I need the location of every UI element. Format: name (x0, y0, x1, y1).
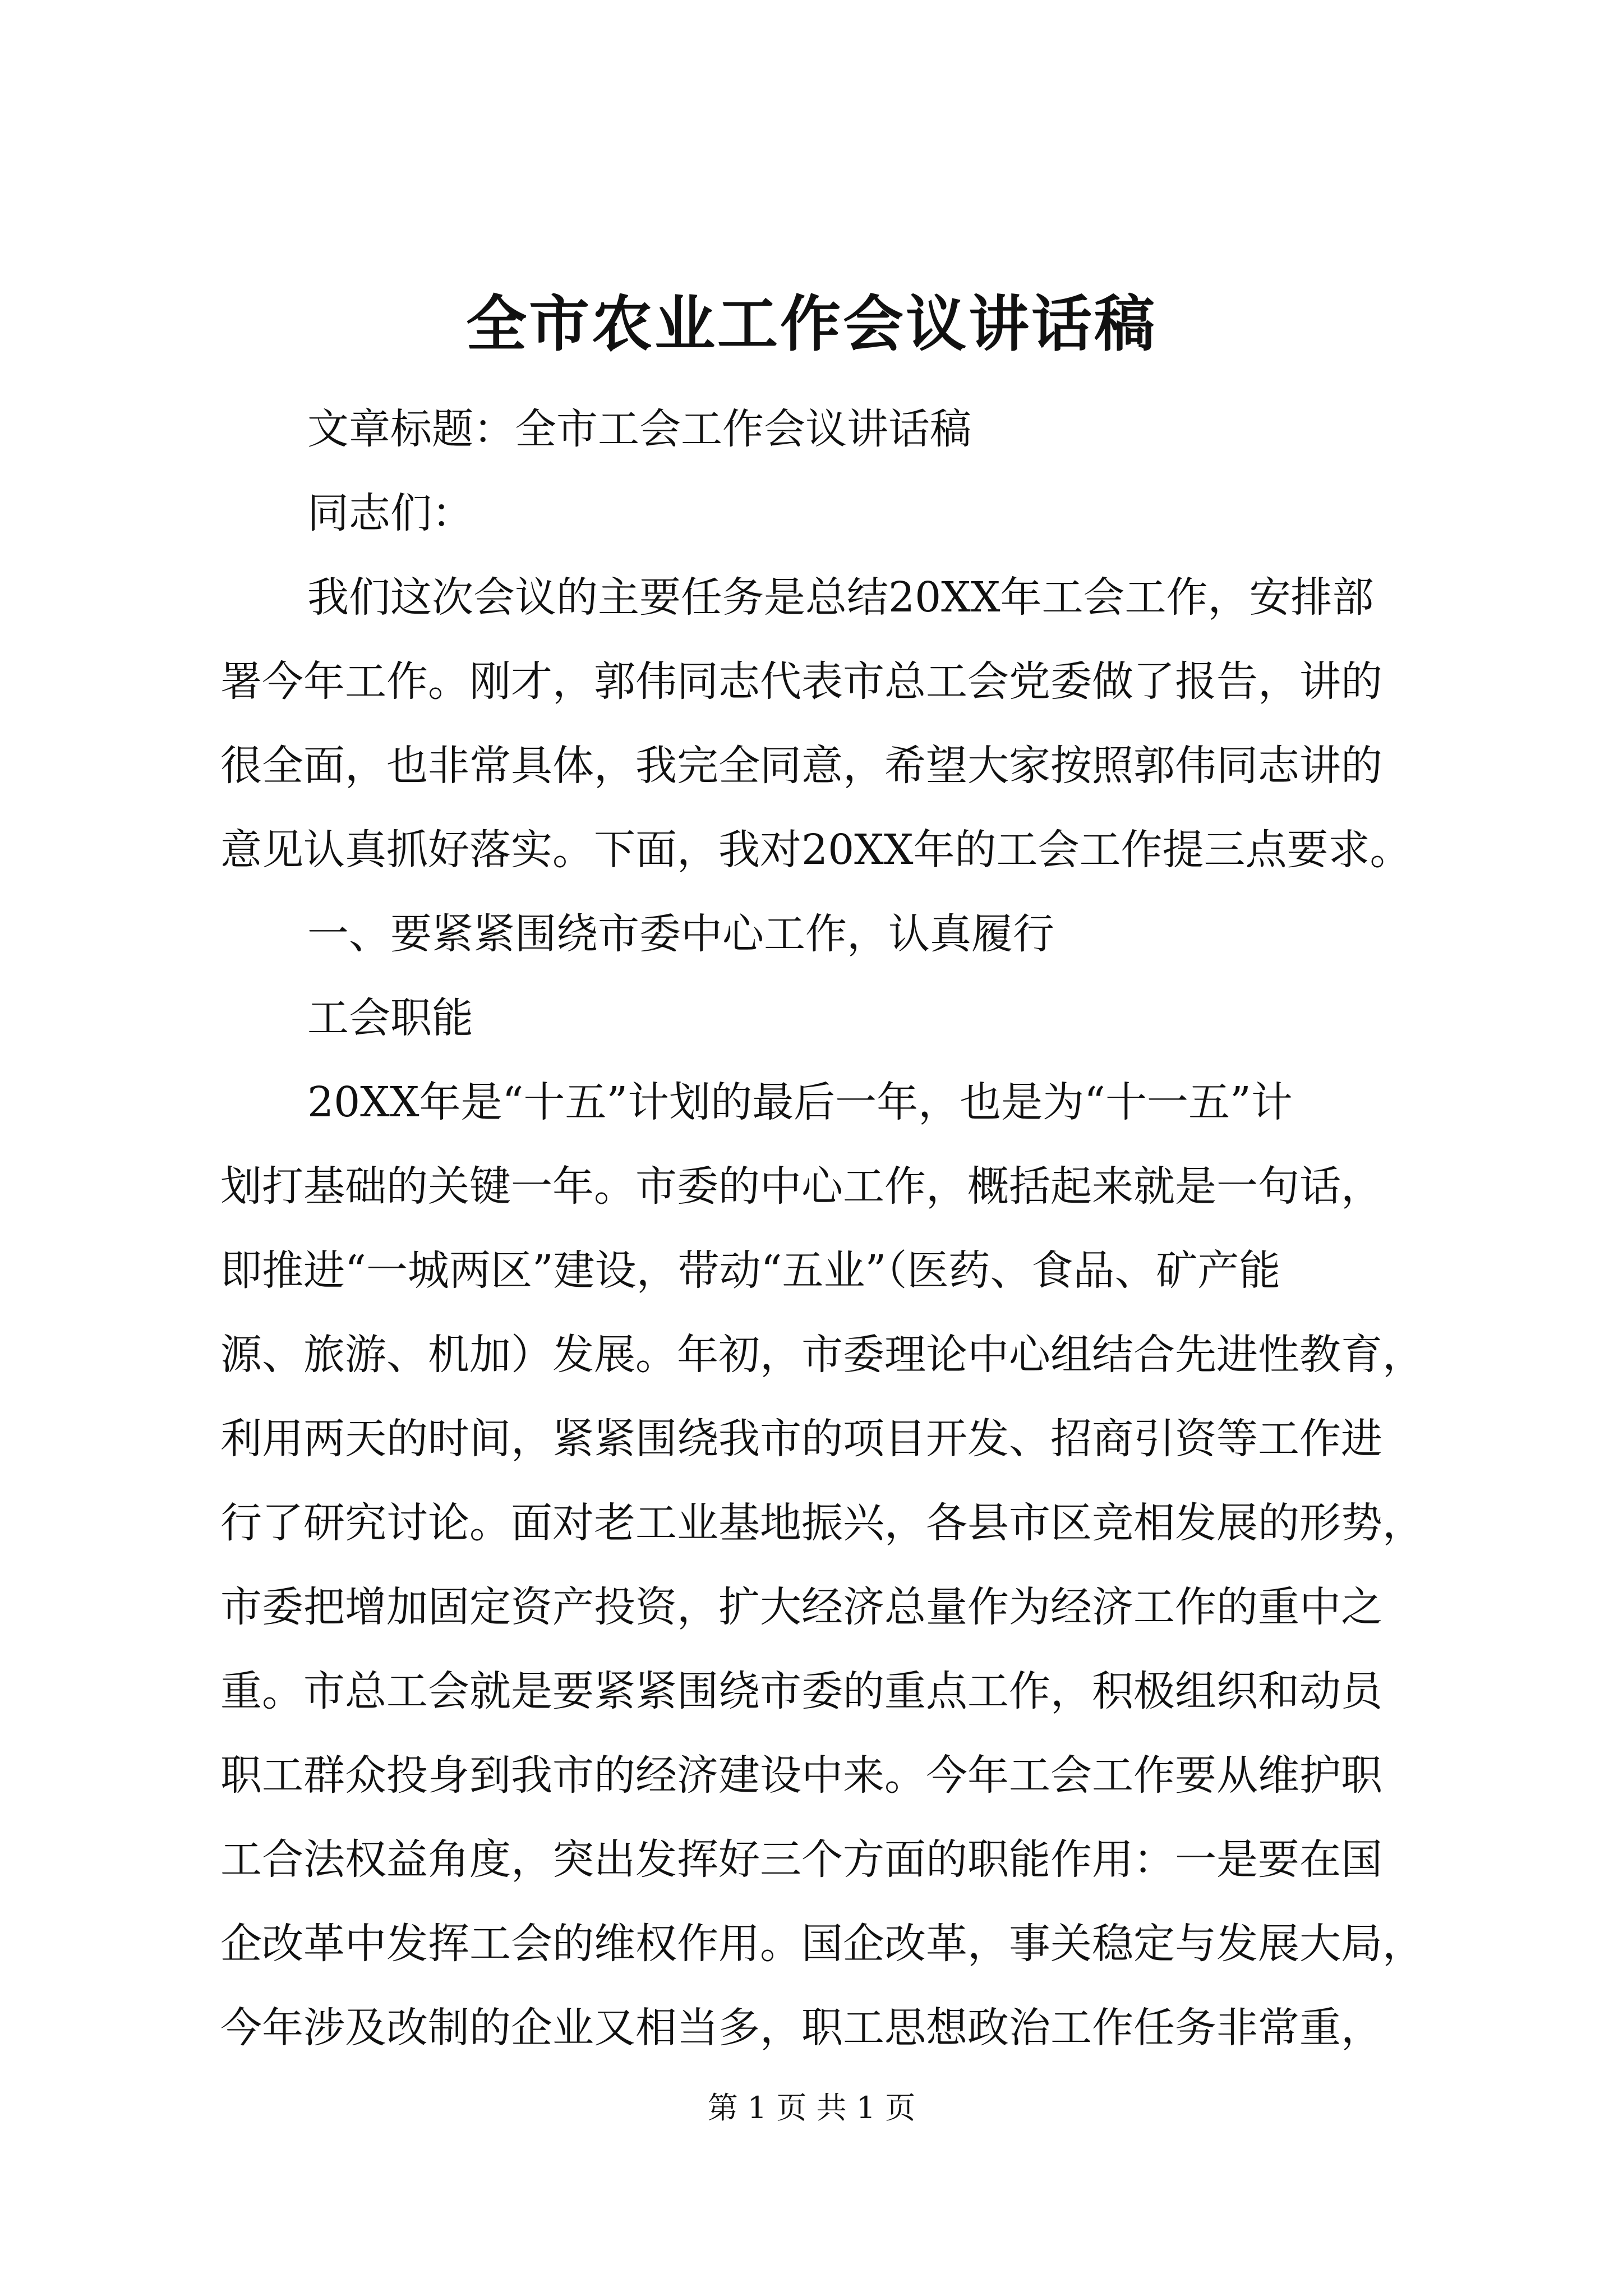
section-heading-line: 一、要紧紧围绕市委中心工作，认真履行 (307, 910, 1054, 958)
paragraph-line: 署今年工作。刚才，郭伟同志代表市总工会党委做了报告，讲的 (220, 657, 1382, 706)
paragraph-line: 即推进“一城两区”建设，带动“五业”（医药、食品、矿产能 (220, 1246, 1281, 1295)
page-footer: 第 1 页 共 1 页 (707, 2090, 916, 2125)
paragraph-line: 我们这次会议的主要任务是总结20XX年工会工作，安排部 (307, 573, 1374, 622)
paragraph-line: 意见认真抓好落实。下面，我对20XX年的工会工作提三点要求。 (220, 826, 1412, 874)
paragraph-line: 很全面，也非常具体，我完全同意，希望大家按照郭伟同志讲的 (220, 742, 1382, 790)
section-heading-line: 工会职能 (307, 994, 473, 1042)
article-title-line: 文章标题：全市工会工作会议讲话稿 (307, 405, 971, 453)
paragraph-line: 企改革中发挥工会的维权作用。国企改革，事关稳定与发展大局， (220, 1920, 1424, 1968)
paragraph-line: 20XX年是“十五”计划的最后一年，也是为“十一五”计 (307, 1078, 1293, 1126)
paragraph-line: 划打基础的关键一年。市委的中心工作，概括起来就是一句话， (220, 1162, 1382, 1211)
paragraph-line: 行了研究讨论。面对老工业基地振兴，各县市区竞相发展的形势， (220, 1499, 1424, 1547)
paragraph-line: 市委把增加固定资产投资，扩大经济总量作为经济工作的重中之 (220, 1583, 1382, 1631)
paragraph-line: 源、旅游、机加）发展。年初，市委理论中心组结合先进性教育， (220, 1331, 1424, 1379)
paragraph-line: 职工群众投身到我市的经济建设中来。今年工会工作要从维护职 (220, 1751, 1382, 1800)
salutation-line: 同志们： (307, 489, 473, 537)
paragraph-line: 重。市总工会就是要紧紧围绕市委的重点工作，积极组织和动员 (220, 1667, 1382, 1715)
document-body (220, 387, 1424, 2070)
document-title: 全市农业工作会议讲话稿 (465, 289, 1157, 360)
paragraph-line: 今年涉及改制的企业又相当多，职工思想政治工作任务非常重， (220, 2004, 1382, 2052)
paragraph-line: 利用两天的时间，紧紧围绕我市的项目开发、招商引资等工作进 (220, 1415, 1382, 1463)
paragraph-line: 工合法权益角度，突出发挥好三个方面的职能作用：一是要在国 (220, 1835, 1382, 1884)
